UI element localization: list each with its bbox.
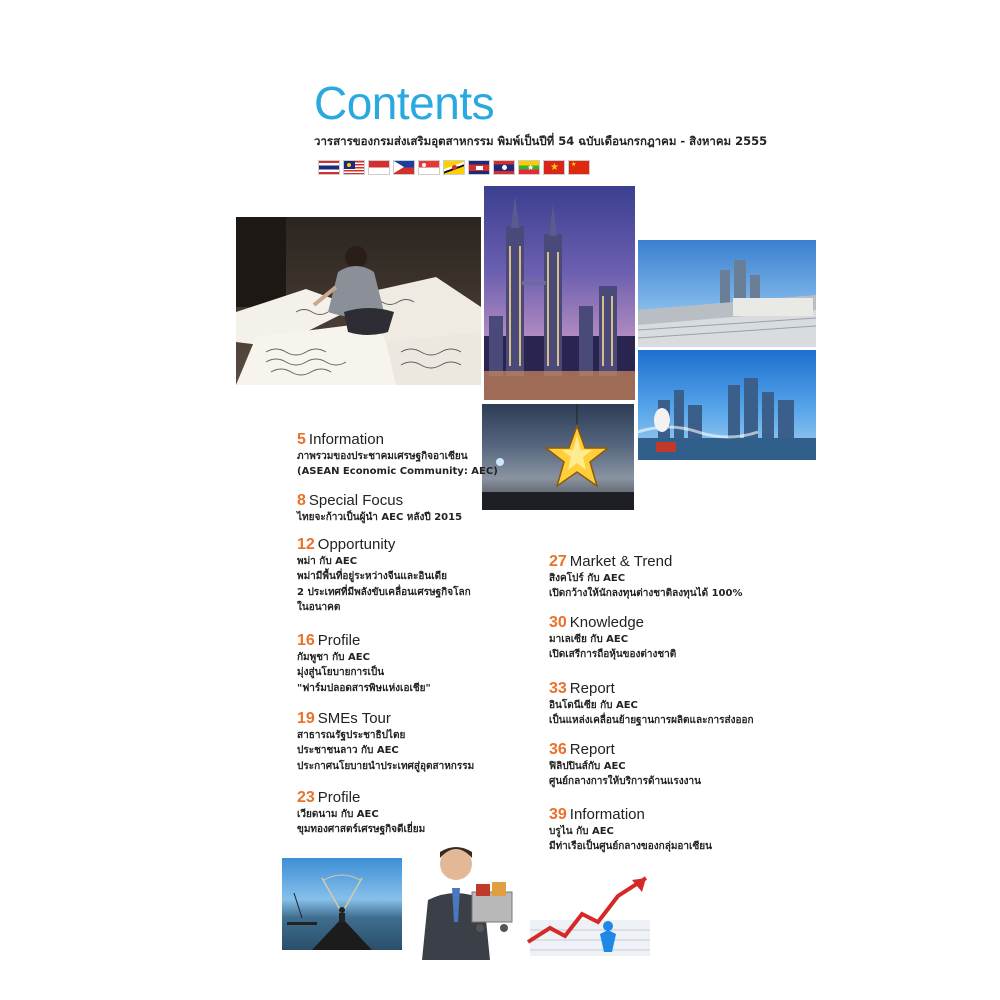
toc-entry-smes-tour[interactable]: [297, 710, 474, 774]
fishermen-photo: [282, 858, 402, 950]
entry-description: กัมพูชา กับ AEC: [297, 651, 370, 663]
section-title: Profile: [317, 632, 361, 649]
entry-description: พม่ามีพื้นที่อยู่ระหว่างจีนและอินเดีย: [297, 571, 447, 583]
page-subtitle: วารสารของกรมส่งเสริมอุตสาหกรรม พิมพ์เป็นปีที่ 54 ฉบับเดือนกรกฎาคม - สิงหาคม 2555: [314, 134, 768, 148]
toc-entry-special-focus[interactable]: [297, 492, 462, 525]
entry-description: สาธารณรัฐประชาธิปไตย: [297, 729, 406, 741]
entry-description: อินโดนีเซีย กับ AEC: [549, 699, 638, 711]
lantern-illustration: [482, 404, 634, 510]
star-lantern-photo: [482, 404, 634, 510]
page-number: 36: [549, 741, 567, 758]
thailand-flag: [318, 160, 340, 175]
toc-entry-report-indonesia[interactable]: [549, 680, 754, 729]
entry-description: สิงคโปร์ กับ AEC: [549, 572, 626, 584]
entry-description: ศูนย์กลางการให้บริการด้านแรงงาน: [549, 776, 701, 788]
entry-description: บรูไน กับ AEC: [549, 825, 614, 837]
section-title: Opportunity: [317, 536, 396, 553]
entry-description: พม่า กับ AEC: [297, 555, 358, 567]
calligraphy-illustration: [236, 217, 481, 385]
entry-description: มุ่งสู่นโยบายการเป็น: [297, 667, 385, 679]
entry-description: เป็นแหล่งเคลื่อนย้ายฐานการผลิตและการส่งออก: [549, 715, 754, 727]
entry-description: ประกาศนโยบายนำประเทศสู่อุตสาหกรรม: [297, 760, 475, 772]
toc-entry-knowledge[interactable]: [549, 614, 676, 663]
toc-entry-profile-cambodia[interactable]: [297, 632, 431, 696]
section-title: Market & Trend: [569, 553, 673, 570]
brunei-flag: [443, 160, 465, 175]
businessman-illustration: [412, 842, 524, 960]
entry-description: ไทยจะก้าวเป็นผู้นำ AEC หลังปี 2015: [297, 511, 463, 523]
singapore-flag: [418, 160, 440, 175]
entry-description: เปิดเสรีการถือหุ้นของต่างชาติ: [549, 649, 677, 661]
page-number: 30: [549, 614, 567, 631]
one-fullerton-photo: [638, 240, 816, 347]
laos-flag: [493, 160, 515, 175]
growth-arrow-illustration: [520, 870, 660, 958]
toc-entry-information[interactable]: [297, 431, 498, 480]
vietnam-flag: ★: [543, 160, 565, 175]
entry-description: "ฟาร์มปลอดสารพิษแห่งเอเชีย": [297, 682, 431, 694]
page-number: 5: [297, 431, 306, 448]
section-title: Report: [569, 741, 615, 758]
page-number: 33: [549, 680, 567, 697]
section-title: Report: [569, 680, 615, 697]
page-number: 39: [549, 806, 567, 823]
page-number: 16: [297, 632, 315, 649]
merlion-illustration: [638, 350, 816, 460]
entry-description: มีท่าเรือเป็นศูนย์กลางของกลุ่มอาเซียน: [549, 841, 712, 853]
page-number: 23: [297, 789, 315, 806]
asean-flags-row: [318, 160, 590, 175]
toc-entry-profile-vietnam[interactable]: [297, 789, 425, 838]
myanmar-flag: ★: [518, 160, 540, 175]
merlion-skyline-photo: [638, 350, 816, 460]
cambodia-flag: [468, 160, 490, 175]
businessman-photo: [412, 842, 524, 960]
section-title: Information: [569, 806, 645, 823]
china-flag: ★: [568, 160, 590, 175]
entry-description: เปิดกว้างให้นักลงทุนต่างชาติลงทุนได้ 100%: [549, 588, 743, 600]
entry-description: 2 ประเทศที่มีพลังขับเคลื่อนเศรษฐกิจโลก: [297, 586, 471, 598]
fullerton-illustration: [638, 240, 816, 347]
entry-description: ในอนาคต: [297, 602, 341, 614]
petronas-towers-photo: [484, 186, 635, 400]
indonesia-flag: [368, 160, 390, 175]
page-number: 12: [297, 536, 315, 553]
entry-description: ฟิลิปปินส์กับ AEC: [549, 760, 626, 772]
entry-description: มาเลเซีย กับ AEC: [549, 633, 629, 645]
toc-entry-report-philippines[interactable]: [549, 741, 701, 790]
toc-entry-opportunity[interactable]: [297, 536, 471, 616]
petronas-illustration: [484, 186, 635, 400]
entry-description: เวียดนาม กับ AEC: [297, 808, 379, 820]
fishermen-illustration: [282, 858, 402, 950]
section-title: Profile: [317, 789, 361, 806]
page-number: 8: [297, 492, 306, 509]
calligraphy-photo: [236, 217, 481, 385]
entry-description: ภาพรวมของประชาคมเศรษฐกิจอาเซียน: [297, 450, 468, 462]
page-number: 19: [297, 710, 315, 727]
page-number: 27: [549, 553, 567, 570]
entry-description: ประชาชนลาว กับ AEC: [297, 745, 399, 757]
toc-entry-information-brunei[interactable]: [549, 806, 712, 855]
page-title: Contents: [314, 77, 495, 129]
section-title: Information: [308, 431, 384, 448]
toc-entry-market-trend[interactable]: [549, 553, 742, 602]
section-title: Knowledge: [569, 614, 645, 631]
entry-description: (ASEAN Economic Community: AEC): [297, 466, 498, 478]
philippines-flag: [393, 160, 415, 175]
entry-description: ขุมทองศาสตร์เศรษฐกิจดีเยี่ยม: [297, 824, 426, 836]
malaysia-flag: [343, 160, 365, 175]
section-title: SMEs Tour: [317, 710, 391, 727]
section-title: Special Focus: [308, 492, 404, 509]
